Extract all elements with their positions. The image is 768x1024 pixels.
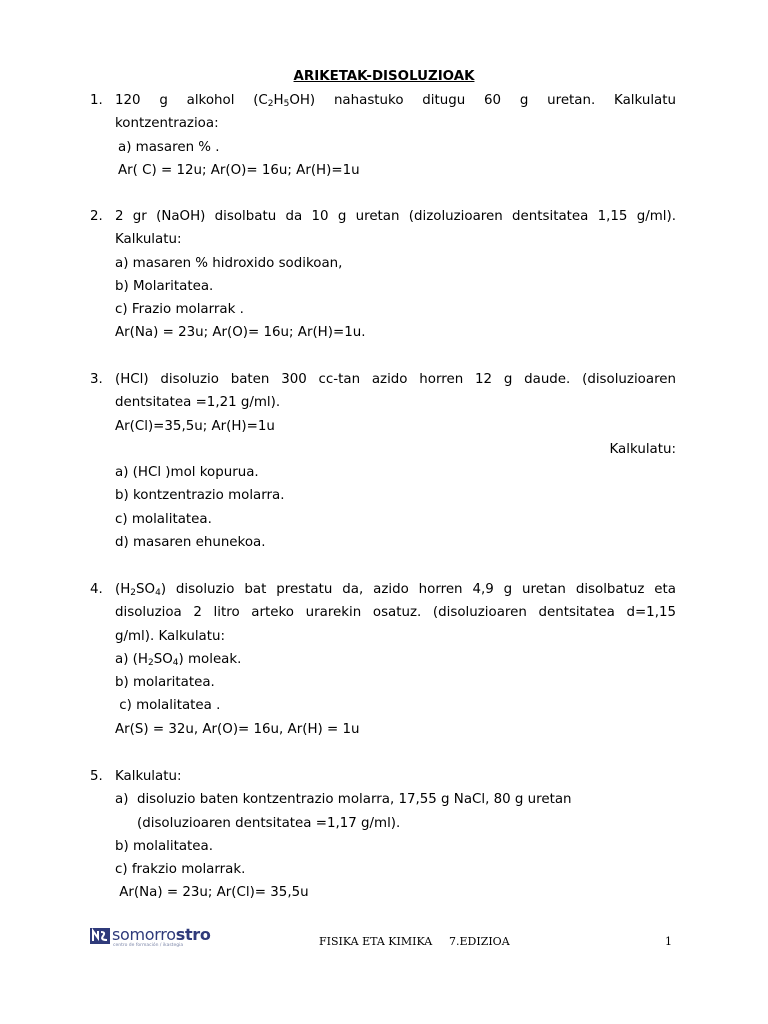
logo-wordmark-part: somorro [112,925,176,944]
atomic-masses: Ar( C) = 12u; Ar(O)= 16u; Ar(H)=1u [118,162,360,178]
exercise-item: c) Frazio molarrak . [115,302,244,318]
exercise-3 [90,368,676,554]
exercise-number: 3. [90,372,103,387]
text-fragment: ) moleak. [178,651,242,667]
logo-mark-icon [90,926,110,946]
atomic-masses: Ar(Na) = 23u; Ar(O)= 16u; Ar(H)=1u. [115,325,366,341]
exercise-item: c) molalitatea. [115,511,212,527]
page-number: 1 [665,935,672,948]
subscript: 4 [155,588,161,598]
text-fragment: SO [136,582,156,597]
exercise-item: a) (HCl )mol kopurua. [115,465,259,481]
logo-tagline: centro de formación / ikastegia [113,943,184,948]
exercise-item: b) molaritatea. [115,675,215,691]
text-fragment: OH) nahastuko ditugu 60 g uretan. Kalkulatu [289,93,676,108]
exercise-number: 1. [90,93,103,108]
exercise-item: c) molalitatea . [115,698,221,714]
exercise-text-line: Kalkulatu: [115,232,182,248]
exercise-item: c) frakzio molarrak. [115,862,246,878]
logo-wordmark [112,925,211,944]
exercise-item: b) molalitatea. [115,838,213,854]
exercise-text-line: 2 gr (NaOH) disolbatu da 10 g uretan (dizoluzioaren dentsitatea 1,15 g/ml). [115,209,676,224]
page-title: ARIKETAK-DISOLUZIOAK [293,69,475,84]
exercise-text-line: kontzentrazioa: [115,116,219,132]
exercise-text-line: (HCl) disoluzio baten 300 cc-tan azido horren 12 g daude. (disoluzioaren [115,372,676,387]
page-footer [90,926,676,950]
subscript: 2 [267,99,274,109]
exercise-text-line: g/ml). Kalkulatu: [115,628,225,644]
footer-subject: FISIKA ETA KIMIKA [319,935,433,948]
somorrostro-logo [90,926,210,950]
exercise-text-line [115,578,676,601]
footer-edition: 7.EDIZIOA [449,935,510,948]
text-fragment: (H [115,582,131,597]
text-fragment: SO [153,651,173,667]
exercise-item: a) disoluzio baten kontzentrazio molarra, 17,55 g NaCl, 80 g uretan [115,792,572,808]
text-fragment: a) (H [115,651,148,667]
atomic-masses: Ar(Cl)=35,5u; Ar(H)=1u [115,418,275,434]
exercise-1 [90,89,676,182]
exercise-number: 4. [90,582,103,597]
exercise-number: 2. [90,209,103,224]
exercise-item [115,648,676,671]
text-fragment: H [273,93,284,108]
text-fragment: ) disoluzio bat prestatu da, azido horren 4,9 g uretan disolbatuz eta [160,582,676,597]
subscript: 4 [172,657,179,668]
exercise-item: b) kontzentrazio molarra. [115,488,285,504]
exercise-2 [90,205,676,345]
exercise-number: 5. [90,769,103,784]
exercise-item-continuation: (disoluzioaren dentsitatea =1,17 g/ml). [137,815,401,831]
exercise-4 [90,578,676,741]
subscript: 2 [130,588,137,598]
exercise-item: d) masaren ehunekoa. [115,535,266,551]
subscript: 5 [283,99,290,109]
exercise-text-line: Kalkulatu: [609,441,676,457]
exercise-text-line: disoluzioa 2 litro arteko urarekin osatuz. (disoluzioaren dentsitatea d=1,15 [115,605,676,621]
logo-wordmark-bold: stro [175,925,211,944]
atomic-masses: Ar(S) = 32u, Ar(O)= 16u, Ar(H) = 1u [115,721,360,737]
atomic-masses: Ar(Na) = 23u; Ar(Cl)= 35,5u [115,885,309,901]
exercise-5 [90,765,676,905]
subscript: 2 [147,657,154,668]
exercise-text-line [115,89,676,112]
exercise-text-line: dentsitatea =1,21 g/ml). [115,395,281,411]
exercise-item: b) Molaritatea. [115,278,214,294]
text-fragment: 120 g alkohol (C [115,93,268,108]
exercise-text-line: Kalkulatu: [115,769,182,784]
exercise-item: a) masaren % hidroxido sodikoan, [115,255,343,271]
exercise-item: a) masaren % . [118,139,220,155]
